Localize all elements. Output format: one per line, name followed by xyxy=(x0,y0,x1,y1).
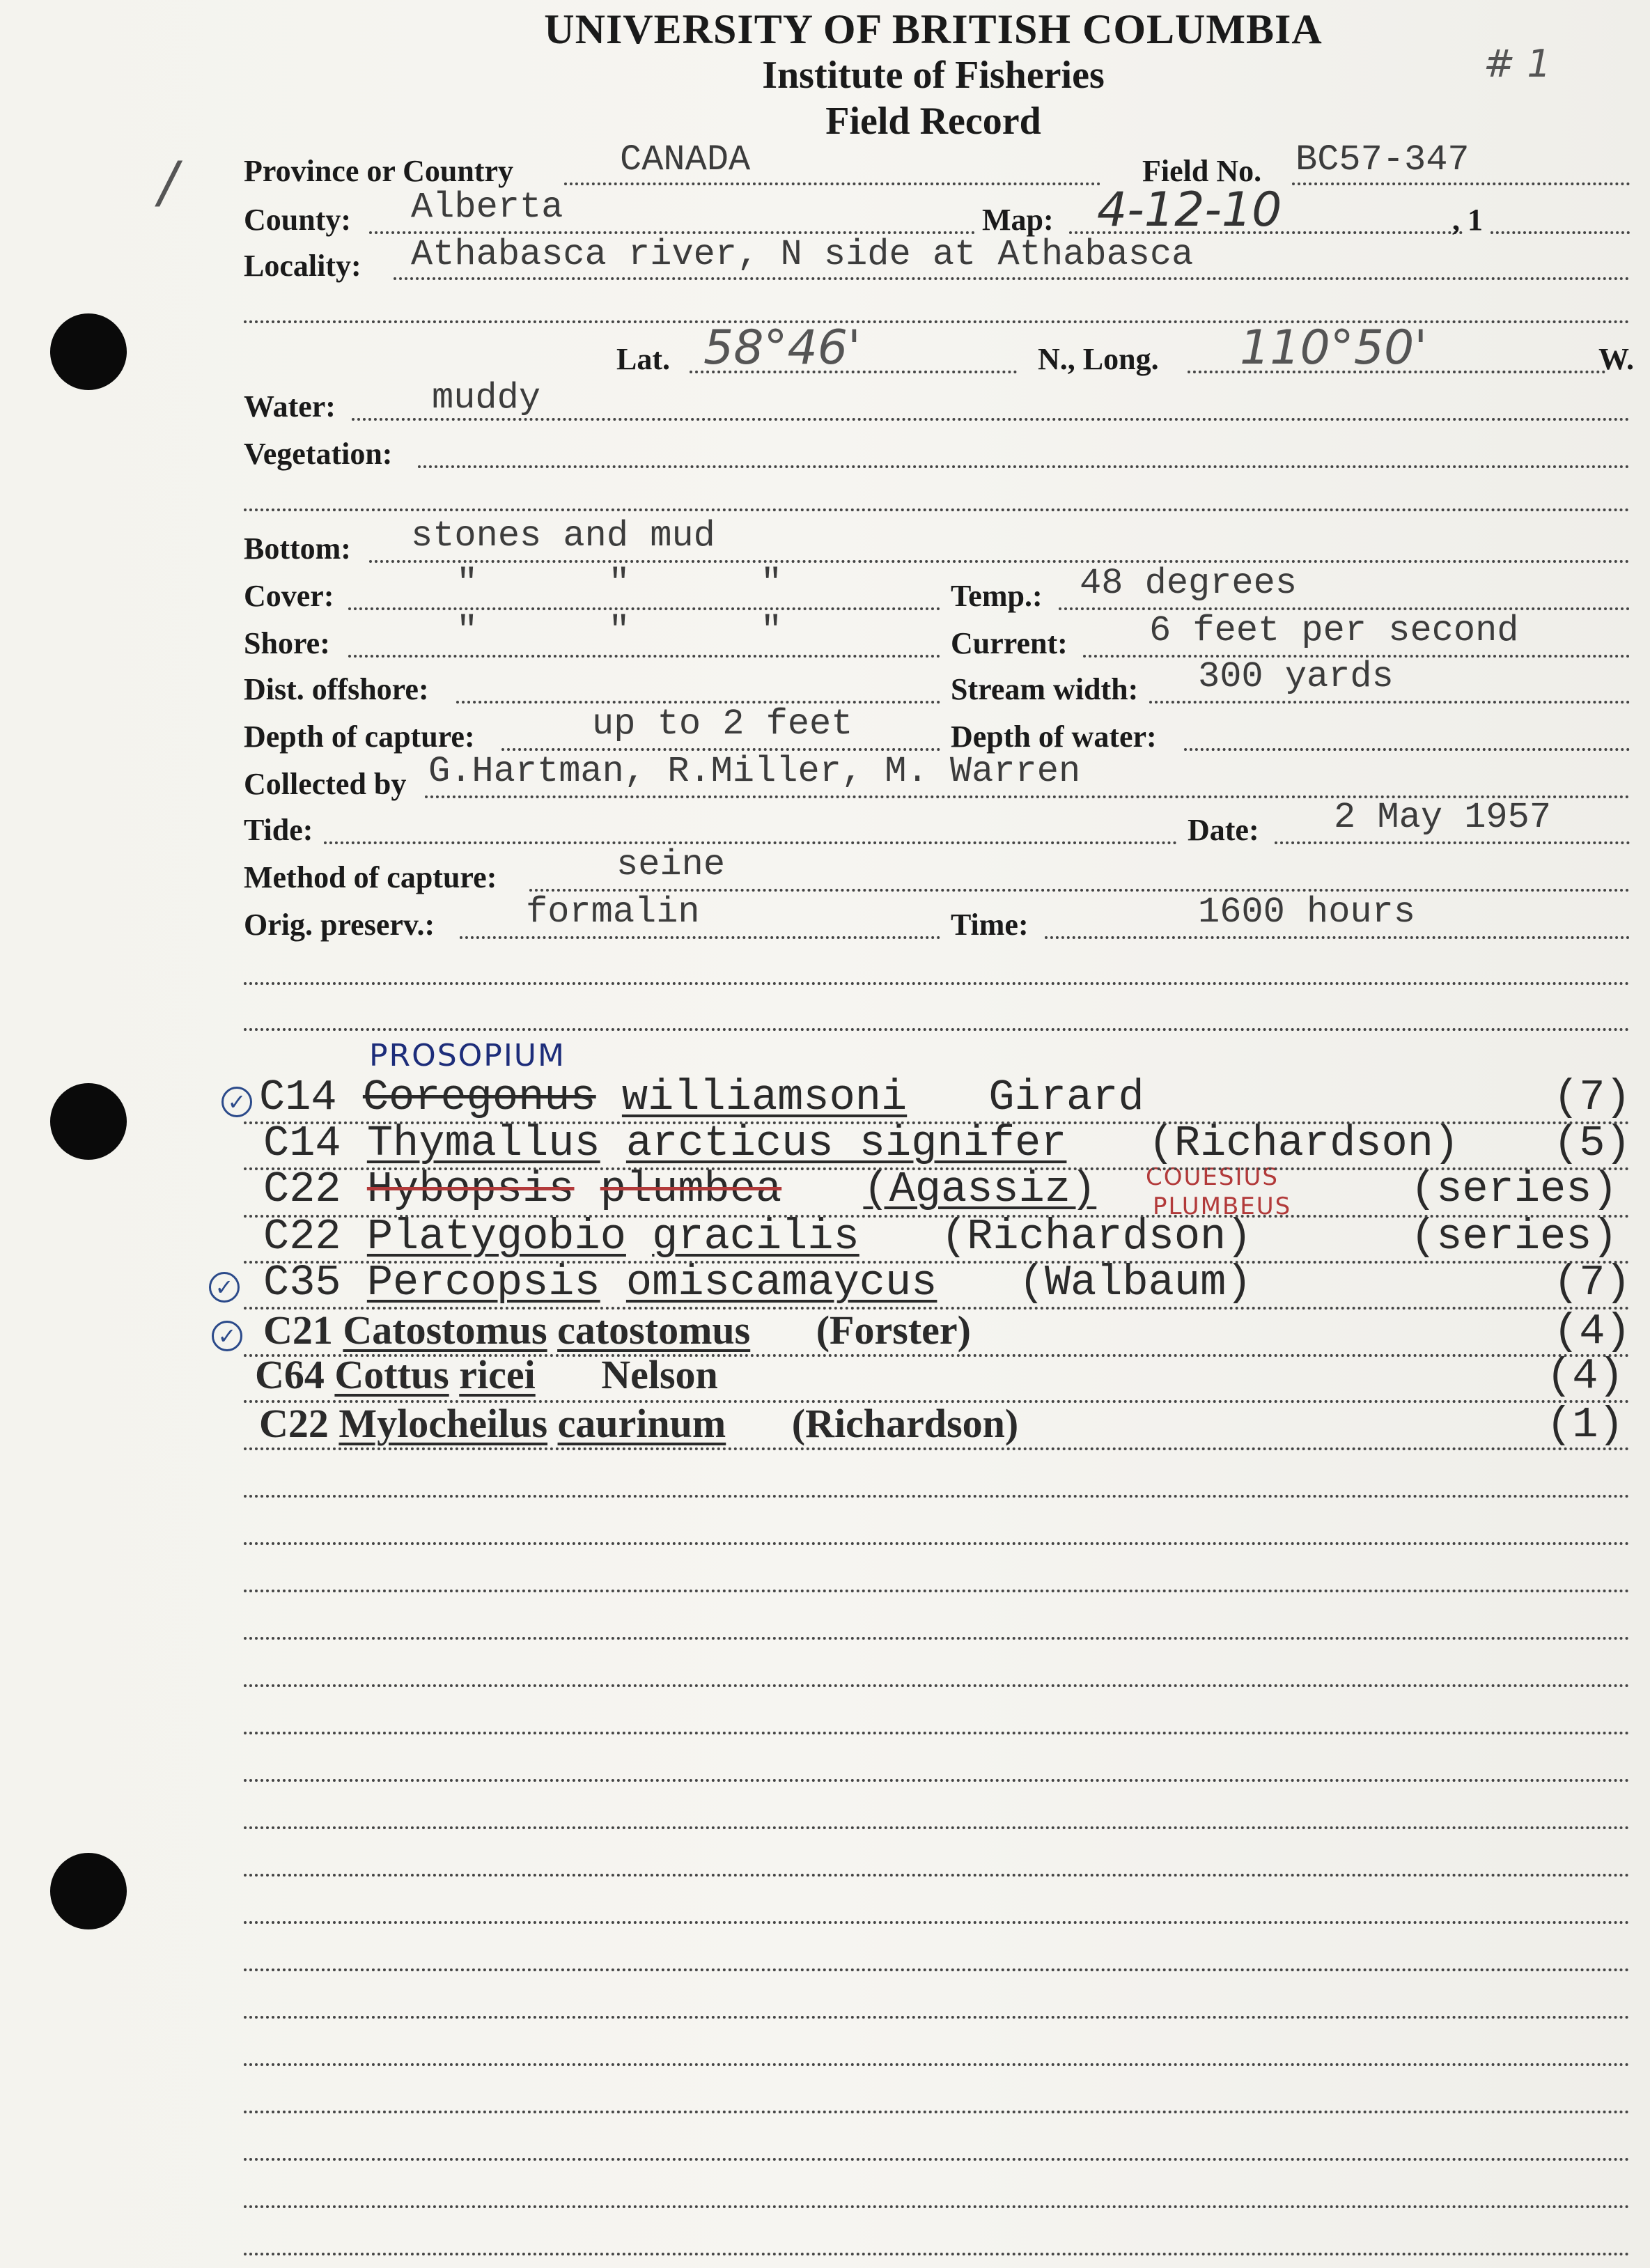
ruled-line xyxy=(244,1637,1630,1640)
ruled-line xyxy=(244,2158,1630,2161)
depth-water-line xyxy=(1184,748,1630,751)
province-label: Province or Country xyxy=(244,154,513,188)
depth-water-label: Depth of water: xyxy=(951,720,1157,754)
species-code: C21 xyxy=(263,1307,333,1353)
vegetation-line-2 xyxy=(244,508,1630,511)
ruled-line xyxy=(244,1779,1630,1782)
orig-preserv-value: formalin xyxy=(526,892,700,933)
species-epithet: omiscamaycus xyxy=(625,1258,937,1307)
bottom-label: Bottom: xyxy=(244,531,351,566)
species-row-4 xyxy=(263,1212,1252,1261)
plumbeus-annotation: PLUMBEUS xyxy=(1153,1193,1292,1220)
species-genus: Coregonus xyxy=(362,1073,596,1122)
field-no-label: Field No. xyxy=(1142,154,1262,188)
ruled-line xyxy=(244,1684,1630,1687)
method-label: Method of capture: xyxy=(244,860,497,894)
shore-line xyxy=(348,655,940,658)
water-value: muddy xyxy=(432,378,541,419)
ruled-line xyxy=(244,1447,1630,1450)
ruled-line xyxy=(244,1542,1630,1545)
date-value: 2 May 1957 xyxy=(1334,797,1552,838)
locality-line xyxy=(394,277,1630,280)
species-count: (5) xyxy=(1553,1119,1631,1168)
species-epithet: ricei xyxy=(459,1352,536,1397)
province-line xyxy=(564,182,1100,185)
ruled-line xyxy=(244,1495,1630,1498)
species-genus: Percopsis xyxy=(366,1258,600,1307)
species-genus: Catostomus xyxy=(343,1307,547,1353)
cover-label: Cover: xyxy=(244,579,334,613)
water-line xyxy=(352,418,1630,421)
ruled-line xyxy=(244,1261,1630,1264)
species-code: C14 xyxy=(263,1119,341,1168)
field-no-line xyxy=(1292,182,1630,185)
west-label: W. xyxy=(1598,342,1634,376)
map-suffix-line xyxy=(1491,231,1630,234)
stream-width-line xyxy=(1149,701,1630,704)
species-genus: Hybopsis xyxy=(366,1165,575,1214)
ruled-line xyxy=(244,1968,1630,1971)
species-row-5 xyxy=(263,1258,1252,1307)
species-count: (4) xyxy=(1546,1351,1624,1401)
field-no-value: BC57-347 xyxy=(1295,139,1470,180)
species-author: (Agassiz) xyxy=(863,1165,1097,1214)
species-author: Girard xyxy=(988,1073,1144,1122)
species-epithet: plumbea xyxy=(600,1165,782,1214)
species-count: (4) xyxy=(1553,1307,1631,1356)
ruled-line xyxy=(244,1826,1630,1829)
map-value: 4-12-10 xyxy=(1097,182,1282,238)
map-suffix: , 1 xyxy=(1452,203,1483,237)
temp-value: 48 degrees xyxy=(1080,563,1298,604)
time-label: Time: xyxy=(951,908,1029,942)
ruled-line xyxy=(244,1400,1630,1403)
species-code: C64 xyxy=(255,1352,325,1397)
collected-by-value: G.Hartman, R.Miller, M. Warren xyxy=(428,751,1081,792)
ruled-line xyxy=(244,1921,1630,1924)
species-code: C22 xyxy=(259,1401,329,1446)
species-count: (series) xyxy=(1410,1165,1618,1214)
cover-value: " " " xyxy=(456,563,783,604)
lat-value: 58°46' xyxy=(703,320,861,375)
prosopium-annotation: PROSOPIUM xyxy=(369,1038,566,1073)
species-author: (Forster) xyxy=(816,1307,971,1353)
shore-label: Shore: xyxy=(244,626,330,660)
species-epithet: gracilis xyxy=(652,1212,859,1261)
couesius-annotation: COUESIUS xyxy=(1146,1163,1279,1191)
check-icon: ✓ xyxy=(212,1321,242,1351)
species-author: Nelson xyxy=(601,1352,718,1397)
species-genus: Thymallus xyxy=(366,1119,600,1168)
water-label: Water: xyxy=(244,389,336,424)
species-row-3 xyxy=(263,1165,1096,1214)
orig-preserv-line xyxy=(460,936,940,939)
species-epithet: williamsoni xyxy=(621,1073,908,1122)
species-code: C22 xyxy=(263,1165,341,1214)
stream-width-value: 300 yards xyxy=(1198,656,1394,697)
date-line xyxy=(1275,841,1630,844)
species-epithet: catostomus xyxy=(557,1307,751,1353)
map-label: Map: xyxy=(982,203,1054,237)
species-author: (Richardson) xyxy=(791,1401,1019,1446)
locality-label: Locality: xyxy=(244,249,361,283)
institute-title: Institute of Fisheries xyxy=(762,54,1105,97)
date-label: Date: xyxy=(1188,813,1259,847)
vegetation-line xyxy=(418,465,1630,468)
ruled-line xyxy=(244,1307,1630,1310)
species-genus: Cottus xyxy=(334,1352,449,1397)
species-epithet: arcticus signifer xyxy=(625,1119,1067,1168)
binder-hole-middle xyxy=(50,1083,127,1160)
long-label: N., Long. xyxy=(1038,342,1159,376)
ruled-line xyxy=(244,1121,1630,1124)
ruled-line xyxy=(244,1167,1630,1170)
ruled-line xyxy=(244,1215,1630,1218)
temp-label: Temp.: xyxy=(951,579,1043,613)
ruled-line xyxy=(244,1590,1630,1592)
current-value: 6 feet per second xyxy=(1149,610,1519,651)
check-icon: ✓ xyxy=(209,1272,240,1303)
species-row-2 xyxy=(263,1119,1459,1168)
shore-value: " " " xyxy=(456,610,783,651)
species-epithet: caurinum xyxy=(557,1401,726,1446)
species-author: (Richardson) xyxy=(941,1212,1252,1261)
species-genus: Platygobio xyxy=(366,1212,626,1261)
species-row-1 xyxy=(259,1073,1144,1122)
time-value: 1600 hours xyxy=(1198,892,1416,933)
binder-hole-bottom xyxy=(50,1853,127,1929)
ruled-line xyxy=(244,1354,1630,1357)
ruled-line xyxy=(244,2253,1630,2255)
species-code: C14 xyxy=(259,1073,337,1122)
ruled-line xyxy=(244,2205,1630,2208)
species-author: (Walbaum) xyxy=(1018,1258,1252,1307)
margin-mark: / xyxy=(159,150,178,215)
locality-value: Athabasca river, N side at Athabasca xyxy=(411,234,1194,275)
species-code: C22 xyxy=(263,1212,341,1261)
depth-capture-value: up to 2 feet xyxy=(592,704,853,745)
ruled-line xyxy=(244,2111,1630,2113)
blank-line xyxy=(244,982,1630,985)
county-label: County: xyxy=(244,203,352,237)
orig-preserv-label: Orig. preserv.: xyxy=(244,908,435,942)
collected-by-label: Collected by xyxy=(244,767,407,801)
university-title: UNIVERSITY OF BRITISH COLUMBIA xyxy=(544,6,1323,52)
blank-line xyxy=(244,1028,1630,1031)
dist-offshore-label: Dist. offshore: xyxy=(244,672,429,706)
species-count: (1) xyxy=(1546,1400,1624,1450)
depth-capture-label: Depth of capture: xyxy=(244,720,475,754)
time-line xyxy=(1045,936,1630,939)
tide-line xyxy=(324,841,1177,844)
stream-width-label: Stream width: xyxy=(951,672,1139,706)
species-code: C35 xyxy=(263,1258,341,1307)
species-count: (series) xyxy=(1410,1212,1618,1261)
tide-label: Tide: xyxy=(244,813,313,847)
species-row-7 xyxy=(255,1351,718,1398)
ruled-line xyxy=(244,2063,1630,2066)
ruled-line xyxy=(244,1732,1630,1734)
corner-mark: # 1 xyxy=(1484,42,1551,86)
lat-label: Lat. xyxy=(616,342,670,376)
bottom-value: stones and mud xyxy=(411,515,715,557)
method-value: seine xyxy=(616,844,726,885)
current-label: Current: xyxy=(951,626,1068,660)
ruled-line xyxy=(244,1874,1630,1877)
ruled-line xyxy=(244,2016,1630,2019)
county-value: Alberta xyxy=(411,187,563,228)
vegetation-label: Vegetation: xyxy=(244,437,393,471)
species-genus: Mylocheilus xyxy=(338,1401,548,1446)
check-icon: ✓ xyxy=(221,1087,252,1117)
long-value: 110°50' xyxy=(1240,320,1428,375)
province-value: CANADA xyxy=(620,139,751,180)
species-row-6 xyxy=(263,1307,971,1353)
species-count: (7) xyxy=(1553,1258,1631,1307)
species-row-8 xyxy=(259,1400,1018,1447)
species-count: (7) xyxy=(1553,1073,1631,1122)
species-author: (Richardson) xyxy=(1148,1119,1460,1168)
record-title: Field Record xyxy=(825,100,1041,143)
binder-hole-top xyxy=(50,313,127,390)
